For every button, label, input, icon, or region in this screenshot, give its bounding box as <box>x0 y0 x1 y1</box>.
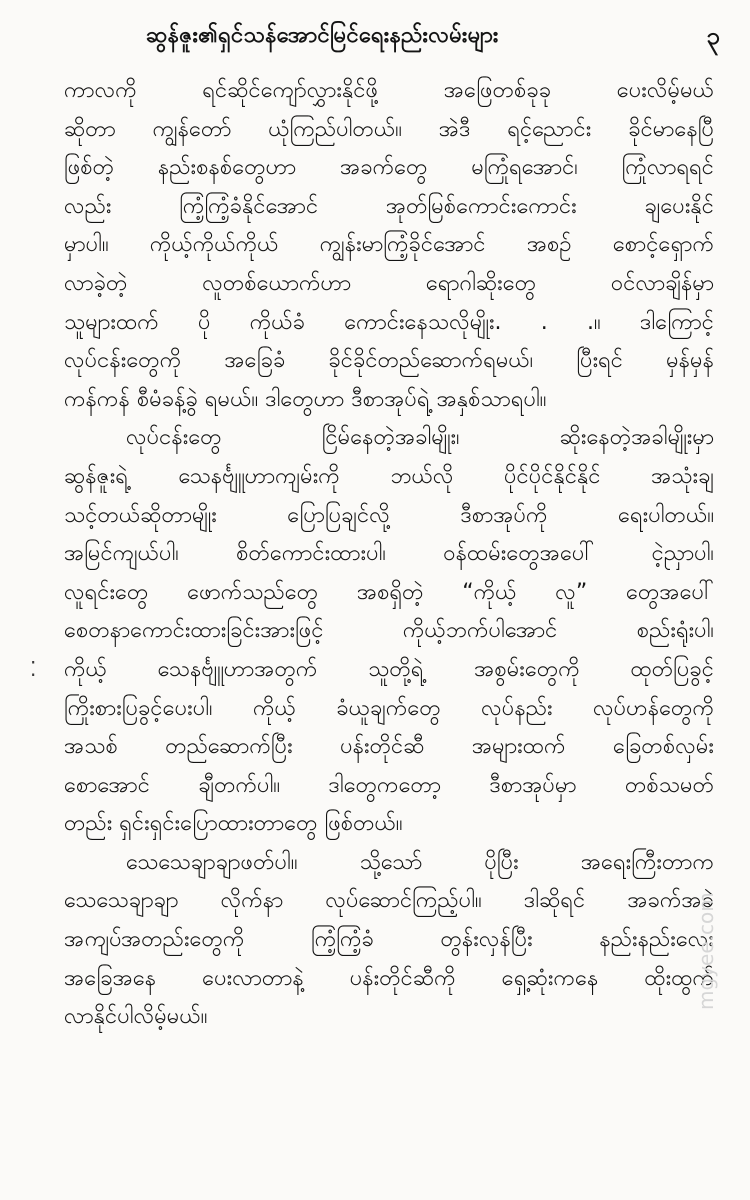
text-line: အခြေအနေ ပေးလာတာနဲ့ ပန်းတိုင်ဆီကို ရှေ့ဆုံးကနေ ထိုးထွက် <box>64 965 714 991</box>
paragraph <box>64 419 714 844</box>
text-line: သင့်တယ်ဆိုတာမျိုး ပြောပြချင်လို့ ဒီစာအုပ်ကို ရေးပါတယ်။ <box>64 502 714 528</box>
text-line: ကြိုးစားပြခွင့်ပေးပါ၊ ကိုယ့် ခံယူချက်တွေ လုပ်နည်း လုပ်ဟန်တွေကို <box>64 695 714 721</box>
text-line: တည်း ရှင်းရှင်းပြောထားတာတွေ ဖြစ်တယ်။ <box>64 811 403 837</box>
text-line: သေသေချာချာဖတ်ပါ။ သို့သော် ပိုပြီး အရေးကြီးတာက <box>126 849 714 875</box>
text-line: လာနိုင်ပါလိမ့်မယ်။ <box>64 1004 208 1030</box>
page-number: ၃ <box>706 22 720 50</box>
paragraph <box>64 844 714 1037</box>
text-line: လည်း ကြံ့ကြံ့ခံနိုင်အောင် အုတ်မြစ်ကောင်းကောင်း ချပေးနိုင် <box>64 193 714 219</box>
text-line: ကာလကို ရင်ဆိုင်ကျော်လွှားနိုင်ဖို့ အဖြေတစ်ခုခု ပေးလိမ့်မယ် <box>64 78 714 103</box>
text-line: စေတနာကောင်းထားခြင်းအားဖြင့် ကိုယ့်ဘက်ပါအောင် စည်းရုံးပါ၊ <box>64 618 714 644</box>
running-title: ဆွန်ဇူး၏ရှင်သန်အောင်မြင်ရေးနည်းလမ်းများ <box>146 23 499 48</box>
text-line: ကန်ကန် စီမံခန့်ခွဲ ရမယ်။ ဒါတွေဟာ ဒီစာအုပ်ရဲ့ အနှစ်သာရပါ။ <box>64 386 547 412</box>
paragraph <box>64 72 714 419</box>
text-line: ဆိုတာ ကျွန်တော် ယုံကြည်ပါတယ်။ အဲဒီ ရင့်ညောင်း ခိုင်မာနေပြီ <box>64 116 714 142</box>
text-line: ဖြစ်တဲ့ နည်းစနစ်တွေဟာ အခက်တွေ မကြုံရအောင်၊ ကြုံလာရရင် <box>64 155 714 181</box>
text-line: အကျပ်အတည်းတွေကို ကြံ့ကြံ့ခံ တွန်းလှန်ပြီး နည်းနည်းလေး <box>64 927 714 953</box>
margin-mark: ⁚ <box>30 657 37 681</box>
text-line: လုပ်ငန်းတွေကို အခြေခံ ခိုင်ခိုင်တည်ဆောက်ရမယ်၊ ပြီးရင် မှန်မှန် <box>64 348 714 374</box>
text-line: သေသေချာချာ လိုက်နာ လုပ်ဆောင်ကြည့်ပါ။ ဒါဆိုရင် အခက်အခဲ <box>64 888 714 914</box>
text-line: အသစ် တည်ဆောက်ပြီး ပန်းတိုင်ဆီ အများထက် ခြေတစ်လှမ်း <box>64 734 714 760</box>
running-header <box>0 14 750 62</box>
text-line: လာခဲ့တဲ့ လူတစ်ယောက်ဟာ ရောဂါဆိုးတွေ ဝင်လာချိန်မှာ <box>64 270 714 296</box>
text-line: လုပ်ငန်းတွေ ငြိမ်နေတဲ့အခါမျိုး၊ ဆိုးနေတဲ့အခါမျိုးမှာ <box>126 425 714 451</box>
text-line: ဆွန်ဇူးရဲ့ သေနင်္ဗျူဟာကျမ်းကို ဘယ်လို ပိုင်ပိုင်နိုင်နိုင် အသုံးချ <box>64 463 714 489</box>
text-line: မှာပါ။ ကိုယ့်ကိုယ်ကိုယ် ကျွန်းမာကြံ့ခိုင်အောင် အစဉ် စောင့်ရှောက် <box>64 232 714 258</box>
text-line: သူများထက် ပို ကိုယ်ခံ ကောင်းနေသလိုမျိုး. . .။ ဒါကြောင့် <box>64 309 714 335</box>
text-line: လူရင်းတွေ ဖောက်သည်တွေ အစရှိတဲ့ “ကိုယ့် လူ” တွေအပေါ် <box>64 579 714 605</box>
watermark: mgyee.com <box>694 892 718 1010</box>
body-text <box>64 72 714 1037</box>
text-line: ကိုယ့် သေနင်္ဗျူဟာအတွက် သူတို့ရဲ့ အစွမ်းတွေကို ထုတ်ပြခွင့် <box>64 656 714 682</box>
text-line: စောအောင် ချီတက်ပါ။ ဒါတွေကတော့ ဒီစာအုပ်မှာ တစ်သမတ် <box>64 772 714 798</box>
text-line: အမြင်ကျယ်ပါ၊ စိတ်ကောင်းထားပါ၊ ဝန်ထမ်းတွေအပေါ် ငဲ့ညှာပါ၊ <box>64 541 714 567</box>
